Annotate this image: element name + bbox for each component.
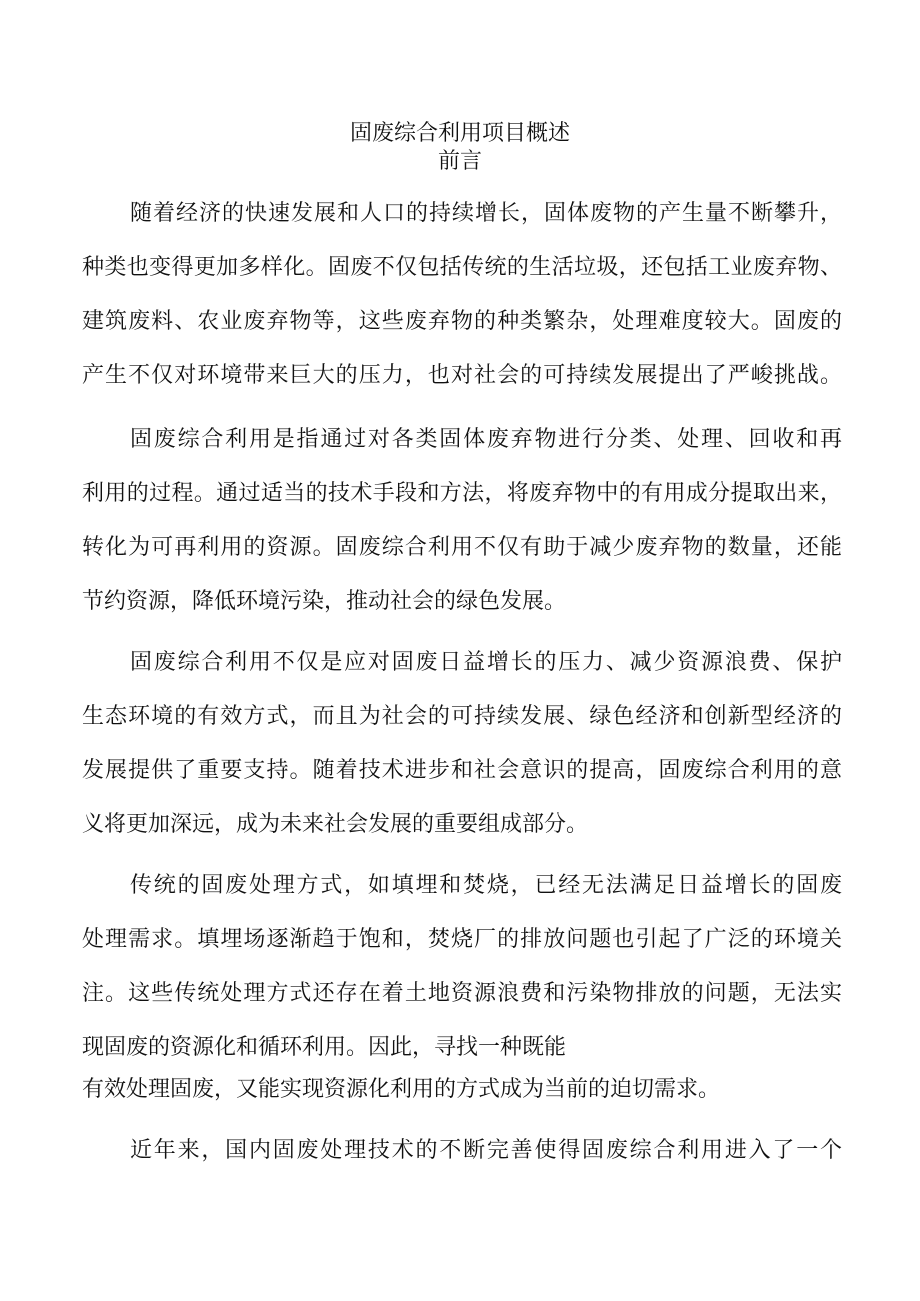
paragraph-line: 近年来，国内固废处理技术的不断完善使得固废综合利用进入了一个 [130,1138,842,1163]
paragraph-line: 义将更加深远，成为未来社会发展的重要组成部分。 [82,812,589,837]
paragraph-line: 转化为可再利用的资源。固废综合利用不仅有助于减少废弃物的数量，还能 [82,535,842,560]
paragraph-line: 注。这些传统处理方式还存在着土地资源浪费和污染物排放的问题，无法实 [82,981,842,1006]
paragraph-line: 发展提供了重要支持。随着技术进步和社会意识的提高，固废综合利用的意 [82,758,842,783]
title-block [0,120,920,176]
paragraph-line: 固废综合利用是指通过对各类固体废弃物进行分类、处理、回收和再 [130,427,842,452]
document-subtitle: 前言 [437,149,482,174]
paragraph-line: 种类也变得更加多样化。固废不仅包括传统的生活垃圾，还包括工业废弃物、 [82,255,842,280]
paragraph-line: 传统的固废处理方式，如填埋和焚烧，已经无法满足日益增长的固废 [130,873,842,898]
document-title: 固废综合利用项目概述 [349,121,570,146]
paragraph-line: 生态环境的有效方式，而且为社会的可持续发展、绿色经济和创新型经济的 [82,704,842,729]
paragraph-line: 节约资源，降低环境污染，推动社会的绿色发展。 [82,589,567,614]
paragraph-line: 处理需求。填埋场逐渐趋于饱和，焚烧厂的排放问题也引起了广泛的环境关 [82,927,842,952]
paragraph-line: 有效处理固废，又能实现资源化利用的方式成为当前的迫切需求。 [82,1077,721,1102]
paragraph-line: 随着经济的快速发展和人口的持续增长，固体废物的产生量不断攀升， [130,201,842,226]
paragraph-line: 现固废的资源化和循环利用。因此，寻找一种既能 [82,1035,567,1060]
paragraph-line: 建筑废料、农业废弃物等，这些废弃物的种类繁杂，处理难度较大。固废的 [82,309,842,334]
paragraph-line: 产生不仅对环境带来巨大的压力，也对社会的可持续发展提出了严峻挑战。 [82,363,842,388]
paragraph-line: 利用的过程。通过适当的技术手段和方法，将废弃物中的有用成分提取出来， [82,481,842,506]
paragraph-line: 固废综合利用不仅是应对固废日益增长的压力、减少资源浪费、保护 [130,650,842,675]
